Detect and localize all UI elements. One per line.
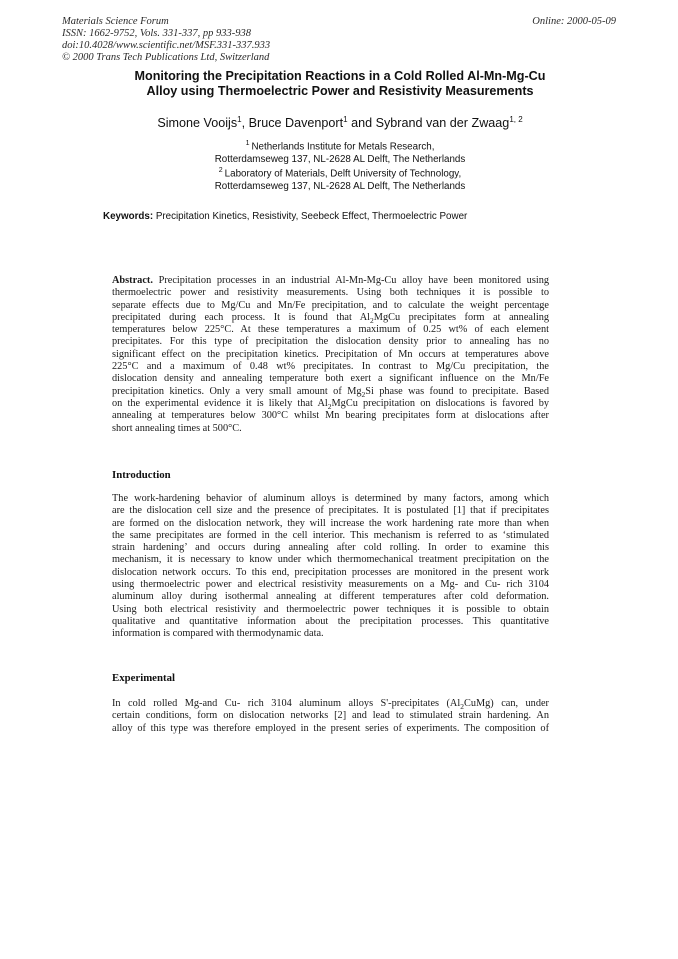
title-line-1: Monitoring the Precipitation Reactions in a Cold Rolled Al-Mn-Mg-Cu [134, 69, 546, 83]
doi-line[interactable]: doi:10.4028/www.scientific.net/MSF.331-337.933 [62, 40, 271, 51]
introduction-body [112, 493, 549, 641]
abstract-line: 225°C and a maximum of 0.48 wt% precipitates. In contrast to Mg/Cu precipitation, the [112, 361, 549, 373]
affil-institution: Laboratory of Materials, Delft University of Technology, [224, 168, 462, 180]
issn-line: ISSN: 1662-9752, Vols. 331-337, pp 933-938 [62, 28, 251, 39]
intro-line: qualitative and quantitative information about the precipitation processes. This quantitative [112, 615, 549, 627]
intro-line: mechanism, it is necessary to know under which thermomechanical treatment precipitation on the [112, 554, 549, 566]
intro-line: are formed on the dislocation network, they will increase the work hardening rate more than when [112, 517, 549, 529]
affil-sup: 2 [218, 167, 223, 174]
experimental-line: alloy of this type was therefore employed in the present series of experiments. The composition of [112, 722, 549, 734]
author-name: Simone Vooijs [157, 116, 238, 131]
intro-line: information is compared with thermodynamic data. [112, 628, 324, 640]
abstract-line: on the experimental evidence it is likely that $Al_2MgCu$ precipitation on dislocations is favored by [112, 397, 549, 412]
abstract-line: annealing at temperatures below 300°C whilst Mn bearing precipitates form at dislocations after [112, 410, 549, 422]
abstract-line: temperatures below 225°C. At these temperatures a maximum of 0.25 wt% of each element [112, 324, 549, 336]
intro-line: The work-hardening behavior of aluminum alloys is determined by many factors, among which [112, 493, 549, 504]
journal-name: Materials Science Forum [62, 16, 169, 27]
abstract-line: precipitation kinetics. Only a very small amount of $Mg_2Si$ phase was found to precipitate. Based [112, 385, 549, 399]
experimental-line: In cold rolled Mg-and Cu- rich 3104 aluminum alloys S'-precipitates $(Al_2CuMg)$ can, under [112, 698, 549, 712]
author-affil-sup: 1 [343, 115, 348, 124]
affil-sup: 1 [245, 140, 250, 147]
intro-line: are the dislocation cell size and the presence of precipitates. It is postulated [1] that if precipitates [112, 505, 549, 517]
online-date: Online: 2000-05-09 [532, 16, 616, 27]
title-line-2: Alloy using Thermoelectric Power and Resistivity Measurements [146, 84, 534, 98]
intro-line: Using both electrical resistivity and thermoelectric power techniques it is possible to obtain [112, 603, 549, 615]
abstract-line: short annealing times at 500°C. [112, 422, 242, 434]
abstract-line: dislocation density and annealing temperature both exert a significant influence on the Mn/Fe [112, 373, 549, 385]
intro-line: dislocation network occurs. To this end, precipitation processes are monitored in the present work [112, 566, 549, 578]
experimental-line: certain conditions, form on dislocation networks [2] and lead to stimulated strain hardening. An [112, 710, 549, 722]
author-name: Sybrand van der Zwaag [375, 116, 510, 131]
author-affil-sup: 1 [237, 115, 242, 124]
copyright-line: © 2000 Trans Tech Publications Ltd, Switzerland [62, 52, 270, 63]
affil-address: Rotterdamseweg 137, NL-2628 AL Delft, The Netherlands [214, 181, 466, 193]
affil-institution: Netherlands Institute for Metals Research, [251, 141, 435, 153]
intro-line: aluminum alloy during isothermal annealing at different temperatures after cold deformation. [112, 591, 549, 603]
intro-line: the same precipitates are formed in the cell interior. This mechanism is referred to as ‘stimulated [112, 529, 549, 541]
abstract-line: separate effects due to Mg/Cu and Mn/Fe precipitation, and to calculate the weight percentage [112, 299, 549, 311]
abstract-line: precipitated during each process. It is found that $Al_2MgCu$ precipitates form at annealing [112, 311, 549, 325]
introduction-heading: Introduction [112, 469, 171, 481]
experimental-heading: Experimental [112, 672, 175, 684]
intro-line: using thermoelectric power and electrical resistivity measurements on a Mg- and Cu- rich 3104 [112, 579, 549, 591]
abstract-line: Abstract. Precipitation processes in an industrial Al-Mn-Mg-Cu alloy have been monitored using [112, 275, 549, 286]
keywords-text: Precipitation Kinetics, Resistivity, Seebeck Effect, Thermoelectric Power [155, 211, 468, 222]
abstract-line: precipitates. For this type of precipitation the dislocation density prior to annealing has no [112, 336, 549, 348]
abstract [112, 275, 549, 435]
keywords-label: Keywords: [103, 211, 154, 222]
intro-line: strain hardening’ and occurs during annealing after cold rolling. In order to examine this [112, 542, 549, 554]
experimental-body [112, 698, 549, 735]
abstract-line: significant effect on the precipitation kinetics. Precipitation of Mn occurs at temperatures above [112, 348, 549, 360]
abstract-line: thermoelectric power and resistivity measurements. Using both techniques it is possible to [112, 287, 549, 299]
keywords [103, 211, 467, 222]
author-separator: , [241, 116, 249, 131]
author-affil-sup: 1, 2 [509, 115, 523, 124]
affiliation-2 [60, 164, 620, 193]
abstract-label: Abstract. [112, 275, 153, 286]
author-name: Bruce Davenport [248, 116, 344, 131]
paper-title [70, 69, 610, 99]
journal-header [62, 16, 270, 64]
author-separator: and [347, 116, 376, 131]
author-list [60, 115, 620, 130]
affiliation-1 [60, 137, 620, 166]
affil-address: Rotterdamseweg 137, NL-2628 AL Delft, The Netherlands [214, 154, 466, 166]
